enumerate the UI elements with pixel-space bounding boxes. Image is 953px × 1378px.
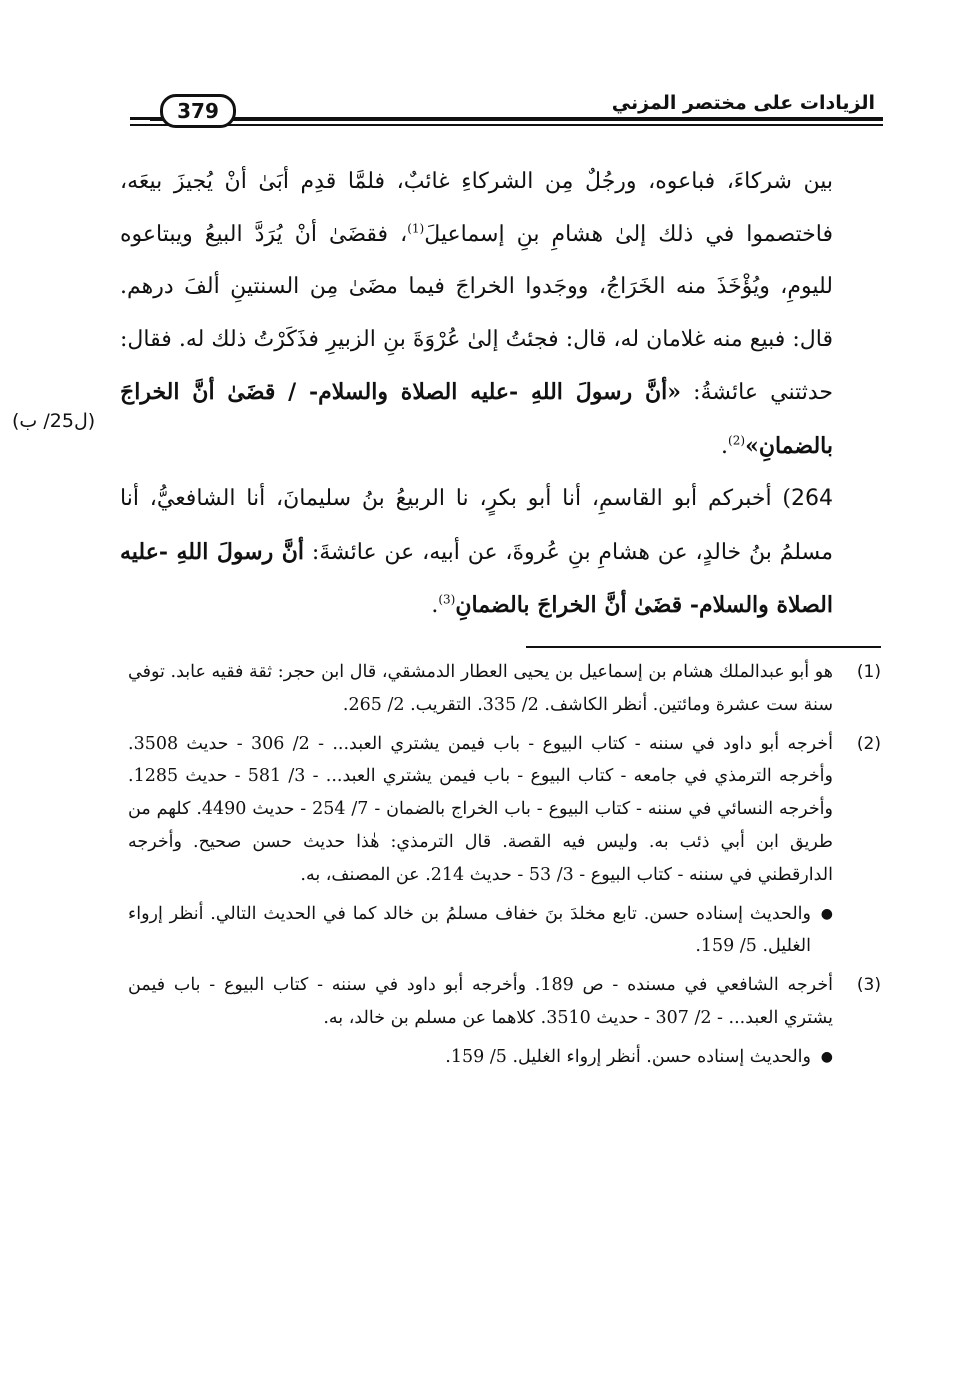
- footnote-3: [128, 969, 881, 1073]
- footnote-number: (1): [856, 662, 881, 682]
- footnote-2: [128, 728, 881, 964]
- bullet-text: والحديث إسناده حسن. أنظر إرواء الغليل. 5/ 159.: [445, 1046, 811, 1067]
- paragraph-264: 264) أخبركم أبو القاسمِ، أنا أبو بكرٍ، نا الربيعُ بنُ سليمانَ، أنا الشافعيُّ، أنا مسلمُ بنُ خالدٍ، عن هشامِ بنِ عُروةَ، عن أبيه، عن عائشةَ: أنَّ رسولَ اللهِ -عليه الصلاة والسلام- قضَىٰ أنَّ الخراجَ بالضمانِ$^{(3)}$.: [120, 486, 833, 618]
- bullet-icon: ●: [820, 1048, 833, 1065]
- footnote-text: أخرجه أبو داود في سننه - كتاب البيوع - باب فيمن يشتري العبد... - 2/ 306 - حديث 3508. وأخرجه الترمذي في جامعه - كتاب البيوع - باب فيمن يشتري العبد... - 3/ 581 - حديث 1285. وأخرجه النسائي في سننه - كتاب البيوع - باب الخراج بالضمان - 7/ 254 - حديث 4490. كلهم من طريق ابن أبي ذئب به. وليس فيه القصة. قال الترمذي: هٰذا حديث حسن صحيح. وأخرجه الدارقطني في سننه - كتاب البيوع - 3/ 53 - حديث 214. عن المصنف، به.: [128, 733, 833, 885]
- para2-text: أخبركم أبو القاسمِ، أنا أبو بكرٍ، نا الربيعُ بنُ سليمانَ، أنا الشافعيُّ، أنا مسلمُ بنُ خالدٍ، عن هشامِ بنِ عُروةَ، عن أبيه، عن عائشةَ:: [120, 486, 833, 565]
- footnote-text: أخرجه الشافعي في مسنده - ص 189. وأخرجه أبو داود في سننه - كتاب البيوع - باب فيمن يشتري العبد... - 2/ 307 - حديث 3510. كلاهما عن مسلم بن خالد، به.: [128, 975, 833, 1028]
- footnote-ref-2: (2): [728, 433, 746, 448]
- footnote-text: هو أبو عبدالملك هشام بن إسماعيل بن يحيى العطار الدمشقي، قال ابن حجر: ثقة فقيه عابد. توفي سنة ست عشرة ومائتين. أنظر الكاشف. 2/ 335. التقريب. 2/ 265.: [128, 662, 833, 715]
- footnote-separator: [526, 646, 881, 648]
- footnotes: [128, 656, 881, 1074]
- footnote-body: [128, 728, 833, 964]
- para2-end: .: [431, 593, 439, 618]
- main-text: [120, 156, 833, 633]
- footnote-number: (3): [856, 975, 881, 996]
- manuscript-folio-note: (ل25/ ب): [12, 410, 96, 432]
- footnote-ref-3: (3): [438, 592, 456, 607]
- header-rule-thin: [150, 124, 883, 126]
- bullet-text: والحديث إسناده حسن. تابع مخلدَ بنَ خفاف مسلمُ بن خالد كما في الحديث التالي. أنظر إرواء الغليل. 5/ 159.: [128, 903, 811, 957]
- footnote-ref-1: (1): [407, 221, 425, 236]
- hadith-quote-2: أنَّ رسولَ اللهِ -عليه الصلاة والسلام- قضَىٰ أنَّ الخراجَ بالضمانِ: [120, 538, 833, 618]
- header-rule-left-thin: [130, 124, 165, 126]
- footnote-number: (2): [856, 733, 881, 754]
- footnote-bullet: [128, 898, 833, 964]
- header-rule: [150, 117, 883, 121]
- para1-end: .: [721, 433, 729, 459]
- hadith-quote-1: «أنَّ رسولَ اللهِ -عليه الصلاة والسلام- / قضَىٰ أنَّ الخراجَ بالضمانِ»: [120, 379, 833, 459]
- footnote-bullet: [128, 1041, 833, 1074]
- page-number: 379: [160, 94, 236, 128]
- running-title: الزيادات على مختصر المزني: [611, 92, 875, 114]
- para1-text-a: بين شركاءَ، فباعوه، ورجُلٌ مِن الشركاءِ غائبٌ، فلمَّا قدِم أبَىٰ أنْ يُجيزَ بيعَه، فاختصموا في ذلك إلىٰ هشامِ بنِ إسماعيلَ: [120, 169, 833, 247]
- paragraph-1: [120, 156, 833, 473]
- footnote-body: [128, 969, 833, 1073]
- para1-text-b: ، فقضَىٰ أنْ يُرَدَّ البيعُ ويبتاعوه لليومِ، ويُؤْخَذَ منه الخَرَاجُ، ووجَدوا الخراجَ فيما مضَىٰ مِن السنتينِ ألفَ درهم. قال: فبيع منه غلامان له، قال: فجئتُ إلىٰ عُرْوَةَ بنِ الزبيرِ فذَكَرْتُ ذلك له. فقال: حدثتني عائشةُ:: [120, 221, 833, 405]
- hadith-number: 264: [791, 486, 833, 511]
- footnote-1: [128, 656, 881, 722]
- header-rule-left: [130, 117, 165, 120]
- bullet-icon: ●: [820, 905, 833, 922]
